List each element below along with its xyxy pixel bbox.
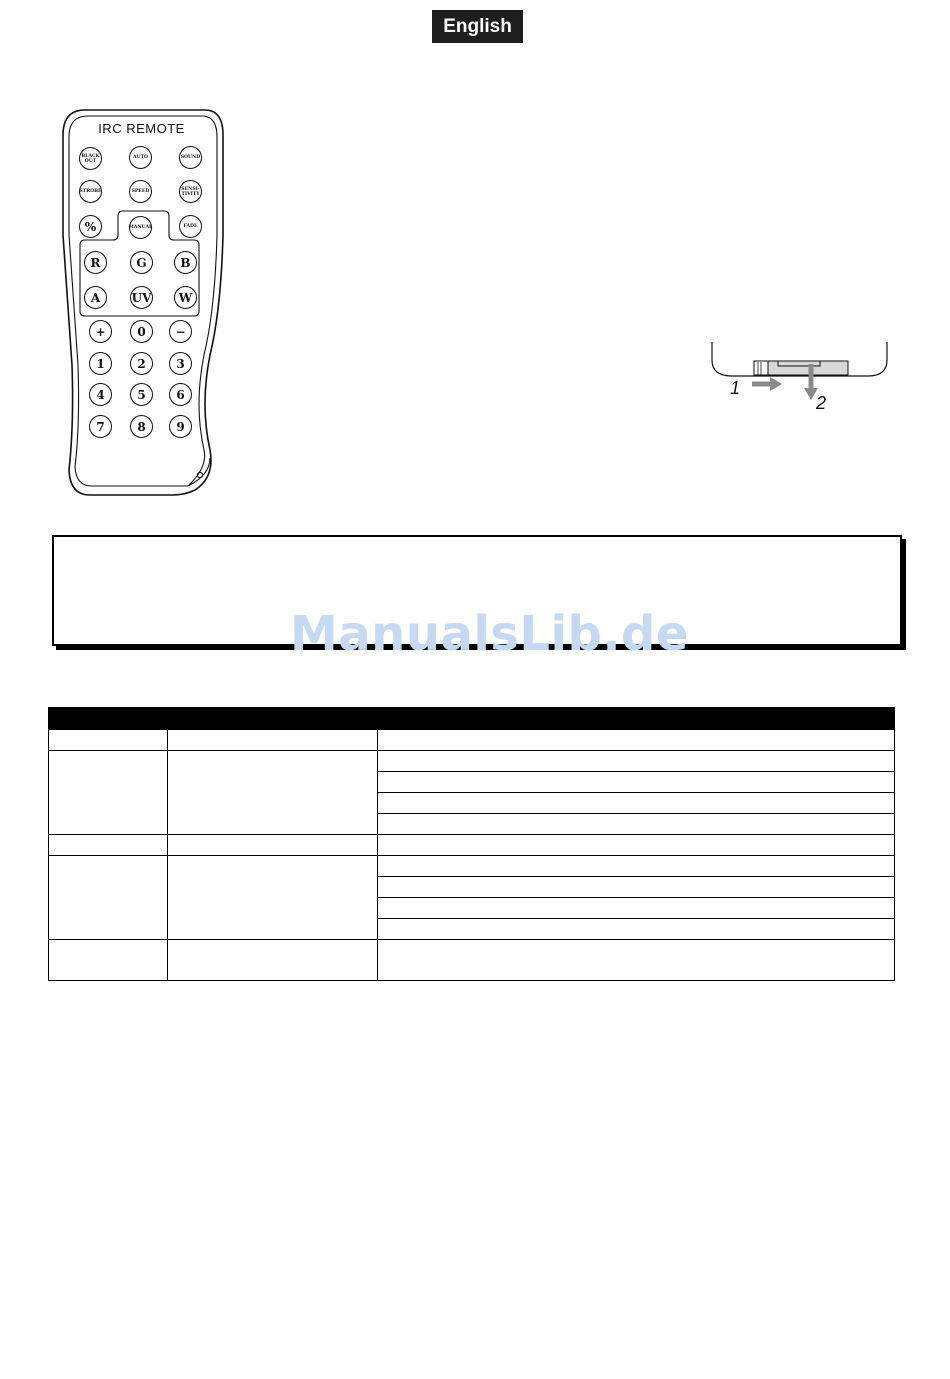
table-cell xyxy=(168,940,378,981)
green-button[interactable]: G xyxy=(130,251,153,274)
sound-button[interactable]: SOUND xyxy=(179,146,202,169)
step-1-label: 1 xyxy=(730,378,741,398)
table-cell xyxy=(168,751,378,835)
table-cell xyxy=(378,877,895,898)
table-header-cell xyxy=(168,708,378,730)
remote-title: IRC REMOTE xyxy=(98,121,185,136)
uv-button[interactable]: UV xyxy=(130,286,153,309)
table-cell xyxy=(378,793,895,814)
step-2-label: 2 xyxy=(816,393,827,413)
number-2-button[interactable]: 2 xyxy=(130,352,153,375)
table-cell xyxy=(168,835,378,856)
number-7-button[interactable]: 7 xyxy=(89,415,112,438)
table-cell xyxy=(49,940,168,981)
table-cell xyxy=(378,751,895,772)
table-header-row xyxy=(49,708,895,730)
blue-button[interactable]: B xyxy=(174,251,197,274)
table-cell xyxy=(49,751,168,835)
table-row xyxy=(49,730,895,751)
plus-button[interactable]: + xyxy=(89,320,112,343)
number-9-button[interactable]: 9 xyxy=(169,415,192,438)
speed-button[interactable]: SPEED xyxy=(129,180,152,203)
sensitivity-button[interactable]: SENSI-TIVITY xyxy=(179,180,202,203)
table-cell xyxy=(378,940,895,981)
table-cell xyxy=(49,730,168,751)
table-row xyxy=(49,856,895,877)
table-cell xyxy=(378,919,895,940)
minus-button[interactable]: − xyxy=(169,320,192,343)
table-cell xyxy=(49,835,168,856)
amber-button[interactable]: A xyxy=(84,286,107,309)
blackout-button[interactable]: BLACK OUT xyxy=(79,147,102,170)
strobe-button[interactable]: STROBE xyxy=(79,180,102,203)
table-cell xyxy=(378,730,895,751)
table-header-cell xyxy=(49,708,168,730)
number-5-button[interactable]: 5 xyxy=(130,383,153,406)
table-cell xyxy=(378,772,895,793)
number-1-button[interactable]: 1 xyxy=(89,352,112,375)
table-cell xyxy=(378,856,895,877)
percent-button[interactable]: % xyxy=(79,215,102,238)
zero-button[interactable]: 0 xyxy=(130,320,153,343)
number-3-button[interactable]: 3 xyxy=(169,352,192,375)
auto-button[interactable]: AUTO xyxy=(129,146,152,169)
number-8-button[interactable]: 8 xyxy=(130,415,153,438)
table-cell xyxy=(168,856,378,940)
spec-table xyxy=(48,707,895,981)
red-button[interactable]: R xyxy=(84,251,107,274)
fade-button[interactable]: FADE xyxy=(179,215,202,238)
table-cell xyxy=(378,835,895,856)
table-cell xyxy=(49,856,168,940)
table-row xyxy=(49,751,895,772)
table-cell xyxy=(378,898,895,919)
manual-button[interactable]: MANUAL xyxy=(129,216,152,239)
table-cell xyxy=(378,814,895,835)
table-row xyxy=(49,835,895,856)
number-6-button[interactable]: 6 xyxy=(169,383,192,406)
table-row xyxy=(49,940,895,981)
table-cell xyxy=(168,730,378,751)
language-tag: English xyxy=(432,10,523,43)
white-button[interactable]: W xyxy=(174,286,197,309)
number-4-button[interactable]: 4 xyxy=(89,383,112,406)
table-header-cell xyxy=(378,708,895,730)
watermark: ManualsLib.de xyxy=(290,606,689,662)
